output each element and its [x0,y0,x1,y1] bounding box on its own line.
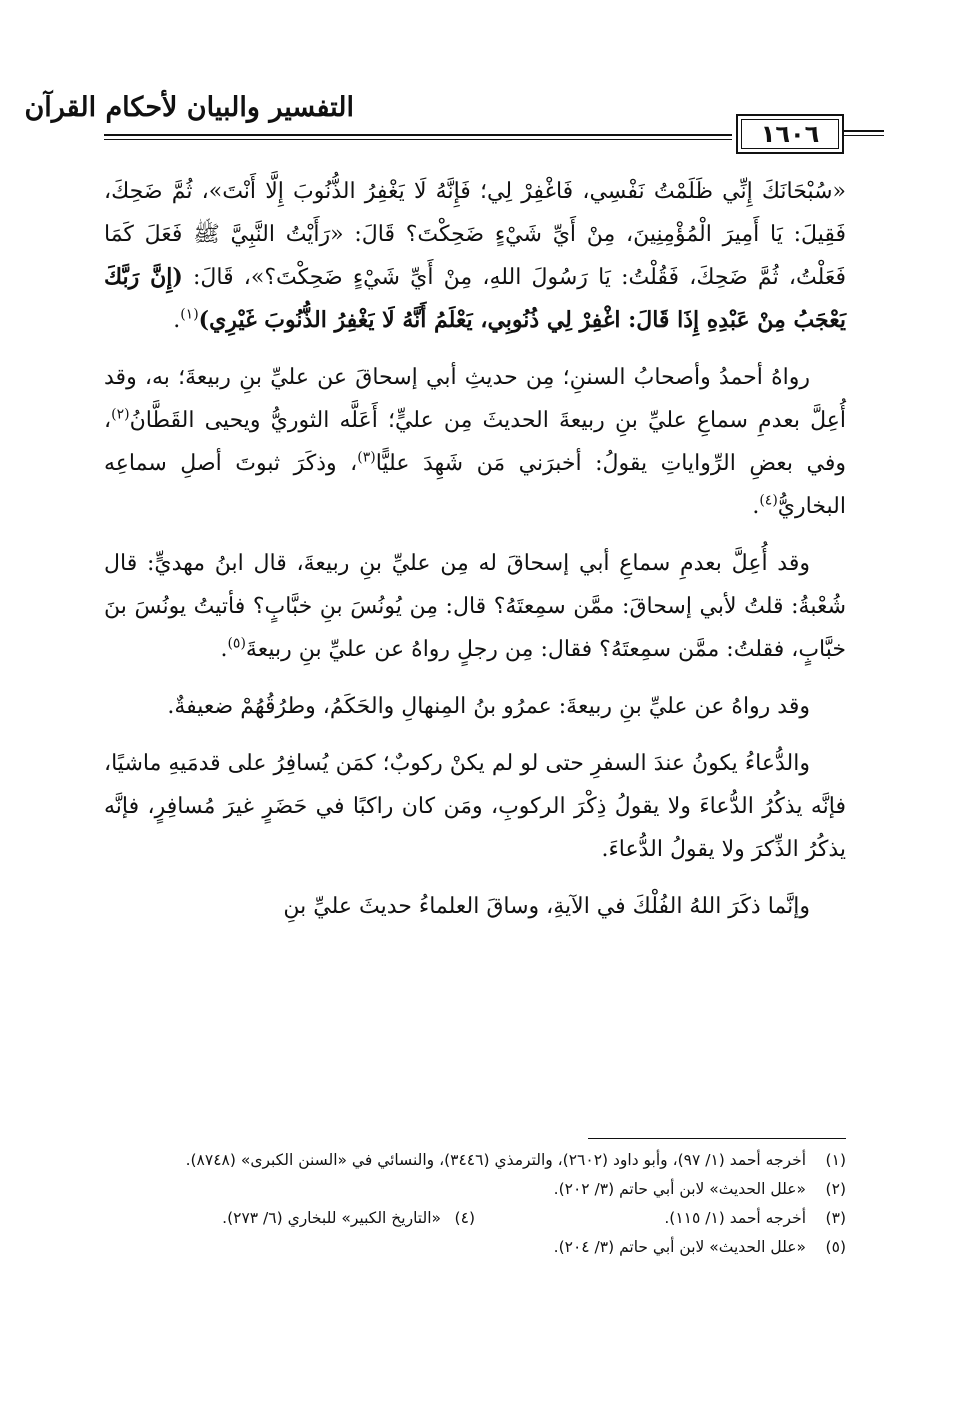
page-number-frame [736,114,844,154]
paragraph-other-narrators: وقد رواهُ عن عليِّ بنِ ربيعةَ: عمرُو بنُ المِنهالِ والحَكَمُ، وطرُقُهُمْ ضعيفةٌ. [167,694,810,719]
book-title: التفسير والبيان لأحكام القرآن [24,92,354,123]
footnote-number: (٢) [825,1180,846,1198]
footnote-text: «علل الحديث» لابن أبي حاتم (٣/ ٢٠٤). [553,1238,806,1256]
footnote-ref-1: (١) [180,306,199,323]
footnote-ref-4: (٤) [759,492,778,509]
footnote-text: أخرجه أحمد (١/ ١١٥). [664,1209,806,1227]
paragraph-text: ، وذكَرَ ثبوتَ أصلِ سماعِه البخاريُّ [104,451,846,519]
paragraph-dua-travel: والدُّعاءُ يكونُ عندَ السفرِ حتى لو لم يكنْ ركوبٌ؛ كمَن يُسافِرُ على قدمَيهِ ماشيًا، فإنَّه يذكُرُ الدُّعاءَ ولا يقولُ ذِكْرَ الركوبِ، ومَن كان راكبًا في حَضَرٍ غيرَ مُسافِرٍ، فإنَّه يذكُرُ الذِّكرَ ولا يقولُ الدُّعاءَ. [104,751,846,862]
header-rule [104,134,732,136]
footnotes [104,1146,846,1262]
footnote-text: «علل الحديث» لابن أبي حاتم (٣/ ٢٠٢). [553,1180,806,1198]
hadith-qudsi-quote: (إِنَّ رَبَّكَ يَعْجَبُ مِنْ عَبْدِهِ إِذَا قَالَ: اغْفِرْ لِي ذُنُوبِي، يَعْلَمُ أَنَّهُ لَا يَغْفِرُ الذُّنُوبَ غَيْرِي) [104,264,846,333]
running-header [24,92,846,154]
footnote-4 [104,1204,475,1233]
hadith-text: «سُبْحَانَكَ إِنِّي ظَلَمْتُ نَفْسِي، فَاغْفِرْ لِي؛ فَإِنَّهُ لَا يَغْفِرُ الذُّنُوبَ إِلَّا أَنْتَ»، ثُمَّ ضَحِكَ، فَقِيلَ: يَا أَمِيرَ الْمُؤْمِنِينَ، مِنْ أَيِّ شَيْءٍ ضَحِكْتَ؟ قَالَ: «رَأَيْتُ النَّبِيَّ ﷺ فَعَلَ كَمَا فَعَلْتُ، ثُمَّ ضَحِكَ، فَقُلْتُ: يَا رَسُولَ اللهِ، مِنْ أَيِّ شَيْءٍ ضَحِكْتَ؟»، قَالَ: [104,179,846,290]
paragraph-takhrij [104,356,846,528]
footnote-number: (٥) [825,1238,846,1256]
footnote-ref-3: (٣) [357,449,376,466]
paragraph-text: ، وفي بعضِ الرِّواياتِ يقولُ: أخبرَني مَن شَهِدَ عليًّا [104,408,846,476]
paragraph-text: وقد أُعِلَّ بعدمِ سماعِ أبي إسحاقَ له مِن عليِّ بنِ ربيعةَ، قال ابنُ مهديٍّ: قال شُعْبةُ: قلتُ لأبي إسحاقَ: ممَّن سمِعتَهُ؟ قال: مِن يُونُسَ بنِ خبَّابٍ؟ فأتيتُ يونُسَ بنَ خبَّابٍ، فقلتُ: ممَّن سمِعتَهُ؟ فقال: مِن رجلٍ رواهُ عن عليِّ بنِ ربيعةَ [104,551,846,662]
header-rule-thin [104,139,732,140]
footnote-separator [588,1138,846,1139]
footnote-ref-5: (٥) [227,635,246,652]
paragraph-continuation: وإنَّما ذكَرَ اللهُ الفُلْكَ في الآيةِ، وساقَ العلماءُ حديثَ عليِّ بنِ [283,894,810,919]
punctuation: . [220,637,228,662]
footnote-text: «التاريخ الكبير» للبخاري (٦/ ٢٧٣). [222,1209,441,1227]
footnote-number: (١) [825,1151,846,1169]
punctuation: . [752,494,760,519]
footnote-text: أخرجه أحمد (١/ ٩٧)، وأبو داود (٢٦٠٢)، والترمذي (٣٤٤٦)، والنسائي في «السنن الكبرى» (٨٧٤٨). [185,1151,806,1169]
footnote-5 [104,1233,846,1262]
main-text [104,170,846,942]
footnote-number: (٣) [825,1209,846,1227]
footnote-number: (٤) [454,1209,475,1227]
paragraph-illah [104,542,846,671]
footnote-1 [104,1146,846,1175]
paragraph-text: رواهُ أحمدُ وأصحابُ السننِ؛ مِن حديثِ أبي إسحاقَ عن عليِّ بنِ ربيعةَ؛ به، وقد أُعِلَّ بعدمِ سماعِ عليِّ بنِ ربيعةَ الحديثَ مِن عليٍّ؛ أَعَلَّه الثوريُّ ويحيى القَطَّانُ [104,365,846,433]
footnote-ref-2: (٢) [111,406,130,423]
page-number: ١٦٠٦ [760,120,820,148]
footnote-2 [104,1175,846,1204]
header-rule-right-thin [844,135,884,136]
punctuation: . [173,308,181,333]
header-rule-right [844,130,884,132]
paragraph-hadith [104,170,846,342]
footnote-row-3-4 [104,1204,846,1233]
footnote-3 [475,1204,846,1233]
